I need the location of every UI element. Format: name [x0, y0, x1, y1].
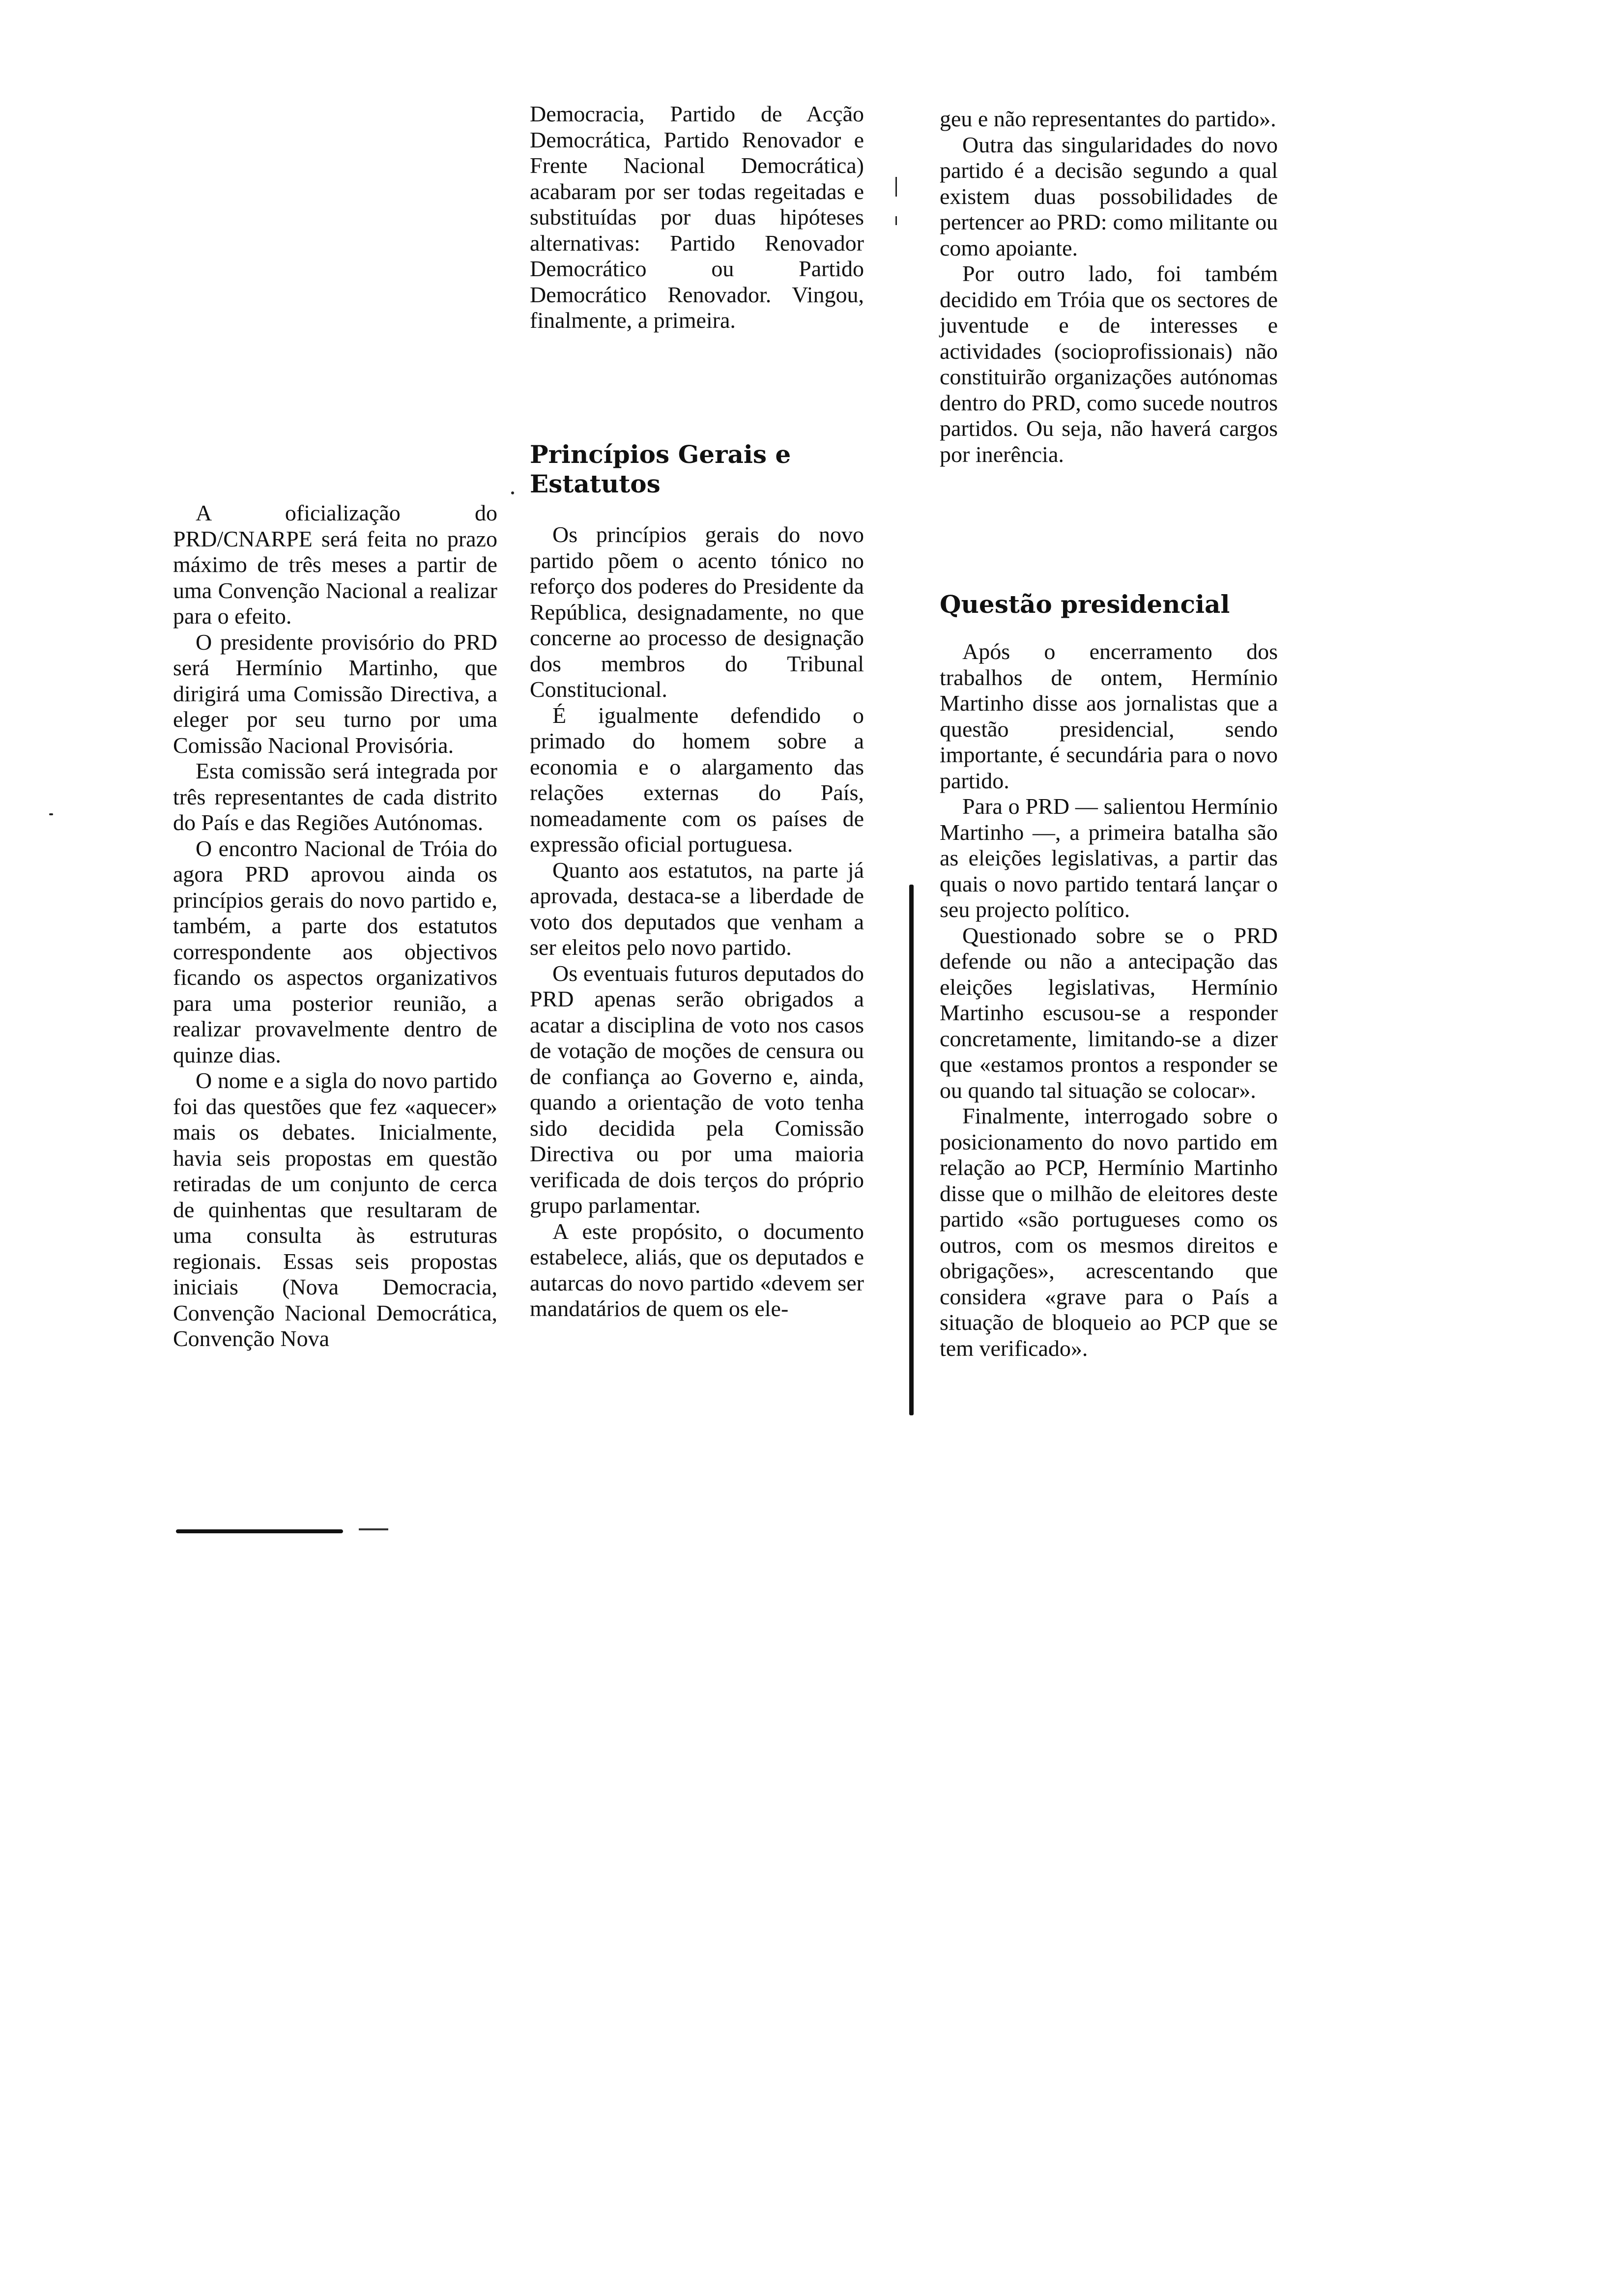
scan-mark	[895, 216, 897, 225]
scan-speck	[511, 491, 514, 494]
paragraph: A oficialização do PRD/CNARPE será feita no prazo máximo de três meses a partir de uma Convenção Nacional a realizar para o efeito.	[173, 500, 497, 629]
section-heading-principios	[530, 440, 864, 499]
paragraph: Os eventuais futuros deputados do PRD apenas serão obrigados a acatar a disciplina de voto nos casos de votação de moções de censura ou de confiança ao Governo e, ainda, quando a orientação de voto tenha sido decidida pela Comissão Directiva ou por uma maioria verificada de dois terços do próprio grupo parlamentar.	[530, 960, 864, 1218]
paragraph: Para o PRD — salientou Hermínio Martinho —, a primeira batalha são as eleições legislativas, a partir das quais o novo partido tentará lançar o seu projecto político.	[940, 794, 1278, 922]
section-heading-questao	[940, 590, 1278, 619]
scan-mark	[895, 177, 897, 197]
scan-speck	[49, 813, 53, 815]
paragraph: Esta comissão será integrada por três representantes de cada distrito do País e das Regiões Autónomas.	[173, 758, 497, 835]
article-column-2	[530, 522, 864, 1322]
paragraph: Questionado sobre se o PRD defende ou não a antecipação das eleições legislativas, Hermínio Martinho escusou-se a responder concretamente, limitando-se a dizer que «estamos prontos a responder se ou quando tal situação se colocar».	[940, 922, 1278, 1103]
bottom-rule	[176, 1529, 343, 1533]
subheading: Princípios Gerais e Estatutos	[530, 440, 791, 498]
column-divider-bar	[909, 885, 914, 1415]
article-column-3	[940, 639, 1278, 1361]
paragraph: É igualmente defendido o primado do homem sobre a economia e o alargamento das relações externas do País, nomeadamente com os países de expressão oficial portuguesa.	[530, 702, 864, 857]
paragraph: O nome e a sigla do novo partido foi das questões que fez «aquecer» mais os debates. Inicialmente, havia seis propostas em questão retiradas de um conjunto de cerca de quinhentas que resultaram de uma consulta às estruturas regionais. Essas seis propostas iniciais (Nova Democracia, Convenção Nacional Democrática, Convenção Nova	[173, 1068, 497, 1351]
paragraph: Após o encerramento dos trabalhos de ontem, Hermínio Martinho disse aos jornalistas que a questão presidencial, sendo importante, é secundária para o novo partido.	[940, 639, 1278, 793]
paragraph: Os princípios gerais do novo partido põem o acento tónico no reforço dos poderes do Presidente da República, designadamente, no que concerne ao processo de designação dos membros do Tribunal Constitucional.	[530, 522, 864, 702]
paragraph: Outra das singularidades do novo partido é a decisão segundo a qual existem duas possobilidades de pertencer ao PRD: como militante ou como apoiante.	[940, 132, 1278, 260]
paragraph: Finalmente, interrogado sobre o posicionamento do novo partido em relação ao PCP, Hermínio Martinho disse que o milhão de eleitores deste partido «são portugueses como os outros, com os mesmos direitos e obrigações», acrescentando que considera «grave para o País a situação de bloqueio ao PCP que se tem verificado».	[940, 1103, 1278, 1361]
paragraph: O presidente provisório do PRD será Hermínio Martinho, que dirigirá uma Comissão Directiva, a eleger por seu turno por uma Comissão Nacional Provisória.	[173, 629, 497, 758]
article-column-3-top	[940, 106, 1278, 467]
paragraph: geu e não representantes do partido».	[940, 106, 1276, 131]
subheading: Questão presidencial	[940, 590, 1230, 619]
bottom-rule-fragment	[359, 1528, 388, 1530]
paragraph: Quanto aos estatutos, na parte já aprovada, destaca-se a liberdade de voto dos deputados que venham a ser eleitos pelo novo partido.	[530, 857, 864, 960]
paragraph: O encontro Nacional de Tróia do agora PRD aprovou ainda os princípios gerais do novo partido e, também, a parte dos estatutos correspondente aos objectivos ficando os aspectos organizativos para uma posterior reunião, a realizar provavelmente dentro de quinze dias.	[173, 835, 497, 1067]
article-column-1	[173, 500, 497, 1352]
paragraph: A este propósito, o documento estabelece, aliás, que os deputados e autarcas do novo partido «devem ser mandatários de quem os ele-	[530, 1218, 864, 1321]
paragraph: Democracia, Partido de Acção Democrática, Partido Renovador e Frente Nacional Democrática) acabaram por ser todas regeitadas e substituídas por duas hipóteses alternativas: Partido Renovador Democrático ou Partido Democrático Renovador. Vingou, finalmente, a primeira.	[530, 101, 864, 333]
article-column-2-continuation	[530, 101, 864, 334]
paragraph: Por outro lado, foi também decidido em Tróia que os sectores de juventude e de interesses e actividades (socioprofissionais) não constituirão organizações autónomas dentro do PRD, como sucede noutros partidos. Ou seja, não haverá cargos por inerência.	[940, 261, 1278, 467]
